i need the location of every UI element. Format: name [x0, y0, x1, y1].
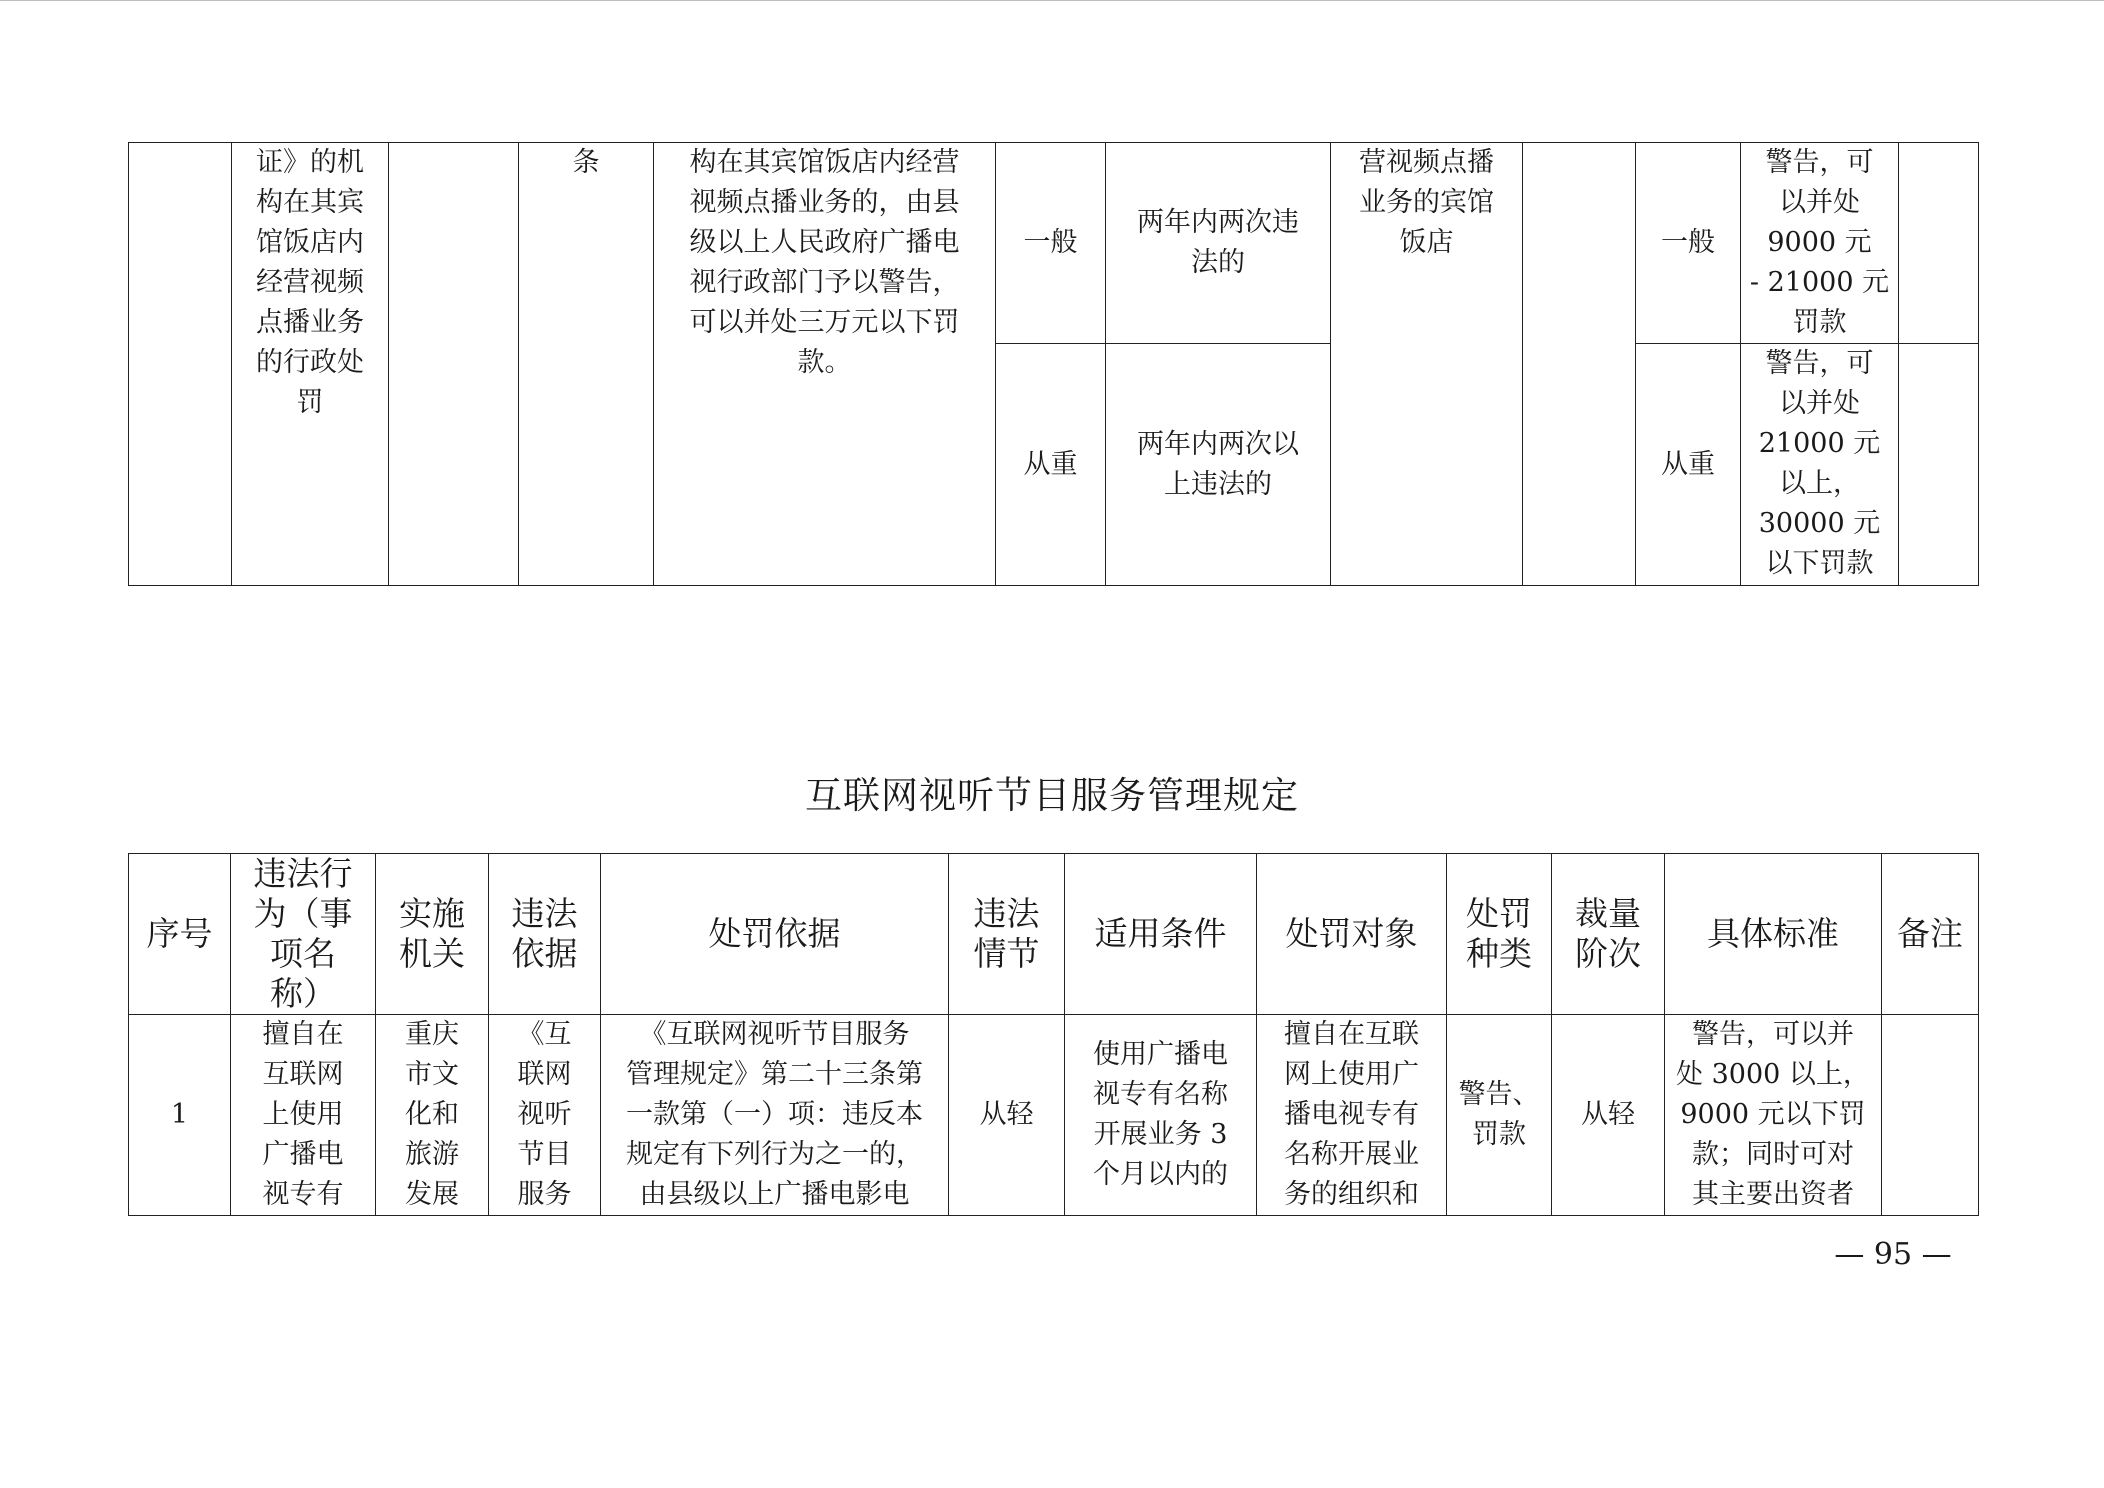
page-top-rule	[0, 0, 2104, 1]
section-title: 互联网视听节目服务管理规定	[805, 774, 1299, 817]
header-violation-name: 违法行 为（事 项名 称）	[231, 854, 376, 1015]
header-agency: 实施 机关	[376, 854, 489, 1015]
header-penalty-type: 处罚 种类	[1447, 854, 1552, 1015]
header-standard: 具体标准	[1665, 854, 1882, 1015]
penalty-type-cell	[1523, 143, 1636, 586]
agency-cell: 重庆 市文 化和 旅游 发展	[376, 1015, 489, 1216]
remark-cell	[1899, 143, 1979, 344]
table-row	[129, 1015, 1979, 1216]
discretion-level-cell: 从轻	[1552, 1015, 1665, 1216]
header-circumstance: 违法 情节	[949, 854, 1065, 1015]
header-discretion-level: 裁量 阶次	[1552, 854, 1665, 1015]
header-penalty-target: 处罚对象	[1257, 854, 1447, 1015]
header-remark: 备注	[1882, 854, 1979, 1015]
legal-basis-cell: 《互 联网 视听 节目 服务	[489, 1015, 601, 1216]
header-penalty-basis: 处罚依据	[601, 854, 949, 1015]
violation-name-cell: 擅自在 互联网 上使用 广播电 视专有	[231, 1015, 376, 1216]
circumstance-cell: 从重	[996, 344, 1106, 586]
penalty-standard-table	[128, 853, 1979, 1216]
header-row	[129, 854, 1979, 1015]
remark-cell	[1882, 1015, 1979, 1216]
penalty-type-cell: 警告、 罚款	[1447, 1015, 1552, 1216]
standard-cell: 警告，可以并 处 3000 以上， 9000 元以下罚 款；同时可对 其主要出资者	[1665, 1015, 1882, 1216]
remark-cell	[1899, 344, 1979, 586]
page-number: — 95 —	[1834, 1237, 1952, 1272]
header-condition: 适用条件	[1065, 854, 1257, 1015]
circumstance-cell: 一般	[996, 143, 1106, 344]
seq-cell	[129, 143, 232, 586]
penalty-basis-cell: 《互联网视听节目服务 管理规定》第二十三条第 一款第（一）项：违反本 规定有下列行为之一的， 由县级以上广播电影电	[601, 1015, 949, 1216]
discretion-level-cell: 从重	[1636, 344, 1741, 586]
penalty-target-cell: 擅自在互联 网上使用广 播电视专有 名称开展业 务的组织和	[1257, 1015, 1447, 1216]
discretion-level-cell: 一般	[1636, 143, 1741, 344]
penalty-basis-cell: 构在其宾馆饭店内经营 视频点播业务的，由县 级以上人民政府广播电 视行政部门予以警告， 可以并处三万元以下罚 款。	[654, 143, 996, 586]
standard-cell: 警告，可 以并处 21000 元 以上， 30000 元 以下罚款	[1741, 344, 1899, 586]
seq-cell: 1	[129, 1015, 231, 1216]
condition-cell: 两年内两次以 上违法的	[1106, 344, 1331, 586]
agency-cell	[389, 143, 519, 586]
violation-name-cell: 证》的机 构在其宾 馆饭店内 经营视频 点播业务 的行政处 罚	[232, 143, 389, 586]
header-seq: 序号	[129, 854, 231, 1015]
penalty-target-cell: 营视频点播 业务的宾馆 饭店	[1331, 143, 1523, 586]
standard-cell: 警告，可 以并处 9000 元 - 21000 元 罚款	[1741, 143, 1899, 344]
header-legal-basis: 违法 依据	[489, 854, 601, 1015]
condition-cell: 使用广播电 视专有名称 开展业务 3 个月以内的	[1065, 1015, 1257, 1216]
legal-basis-cell: 条	[519, 143, 654, 586]
condition-cell: 两年内两次违 法的	[1106, 143, 1331, 344]
circumstance-cell: 从轻	[949, 1015, 1065, 1216]
continued-penalty-table	[128, 142, 1979, 586]
